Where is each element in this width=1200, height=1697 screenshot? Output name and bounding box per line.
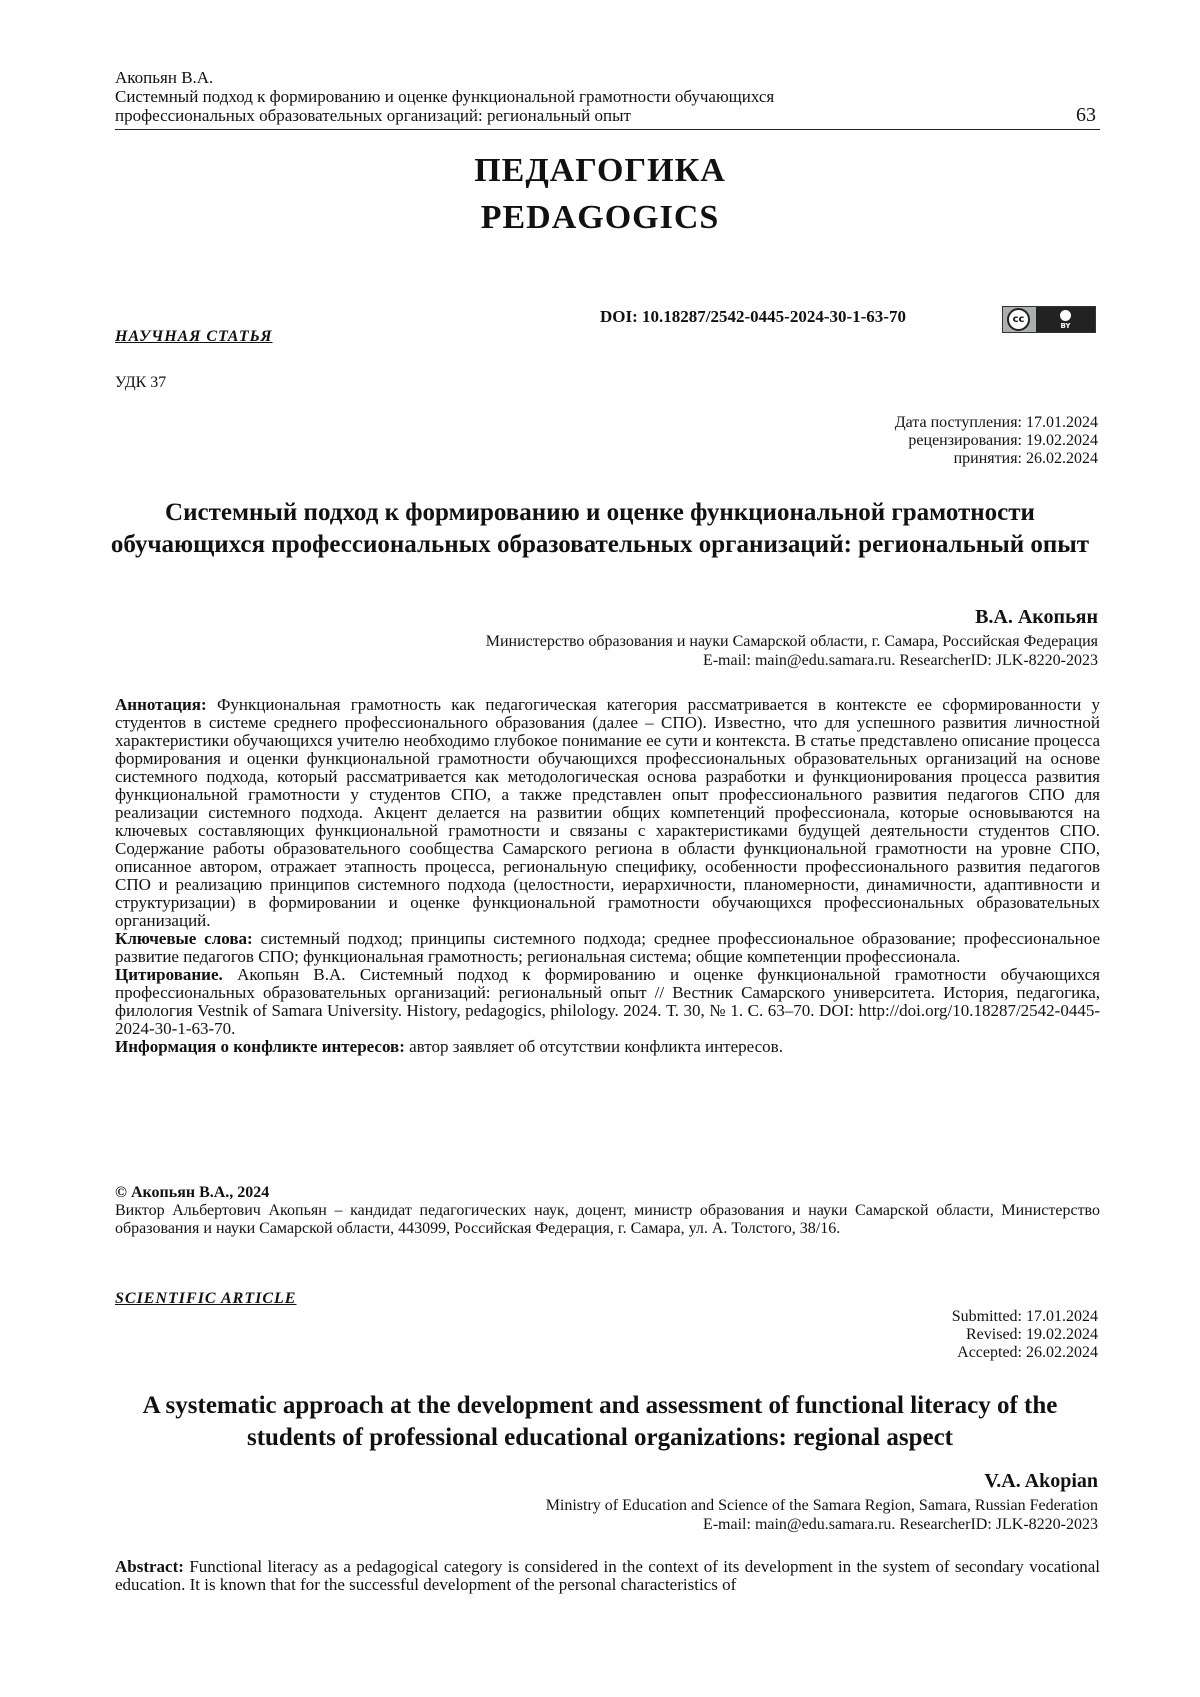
abstract-label-en: Abstract: [115,1557,184,1576]
abstract-en [115,1558,1100,1594]
copyright-block [115,1184,1100,1238]
affiliation-en-org: Ministry of Education and Science of the Samara Region, Samara, Russian Federation [545,1497,1098,1514]
abstract-ru [115,696,1100,930]
affiliation-ru-org: Министерство образования и науки Самарской области, г. Самара, Российская Федерация [485,633,1098,650]
abstract-block-en [115,1558,1100,1594]
header-rule [115,129,1100,130]
abstract-block-ru [115,696,1100,1056]
article-type-en: SCIENTIFIC ARTICLE [115,1290,297,1307]
conflict-ru [115,1038,1100,1056]
date-submitted: Submitted: 17.01.2024 [951,1308,1098,1325]
dates-ru [895,414,1098,468]
conflict-label-ru: Информация о конфликте интересов: [115,1037,405,1056]
citation-label-ru: Цитирование. [115,965,223,984]
author-ru: В.А. Акопьян [975,606,1098,628]
article-title-ru: Системный подход к формированию и оценке функциональной грамотности обучающихся профессиональных образовательных организаций: региональный опыт [110,499,1090,558]
date-accepted-en: Accepted: 26.02.2024 [957,1344,1098,1361]
udk: УДК 37 [115,374,167,391]
citation-ru [115,966,1100,1038]
copyright: © Акопьян В.А., 2024 [115,1184,270,1201]
section-title-ru: ПЕДАГОГИКА [474,152,726,189]
dates-en [952,1308,1098,1362]
header-title-line-1: Системный подход к формированию и оценке функциональной грамотности обучающихся [115,87,775,106]
doi: DOI: 10.18287/2542-0445-2024-30-1-63-70 [600,307,906,326]
affiliation-ru [486,632,1098,670]
cc-icon: cc [1007,308,1030,331]
contact-ru: E-mail: main@edu.samara.ru. ResearcherID: JLK-8220-2023 [702,652,1098,669]
citation-text-ru: Акопьян В.А. Системный подход к формированию и оценке функциональной грамотности обучающихся профессиональных образовательных организаций: региональный опыт // Вестник Самарского университета. История, педагогика, филология Vestnik of Samara University. History, pedagogics, philology. 2024. Т. 30, № 1. С. 63–70. DOI: http://doi.org/10.18287/2542-0445-2024-30-1-63-70. [115,965,1101,1038]
article-title-en: A systematic approach at the development and assessment of functional literacy of the students of professional educational organizations: regional aspect [142,1392,1058,1451]
date-reviewed: рецензирования: 19.02.2024 [908,432,1098,449]
section-title-en: PEDAGOGICS [480,199,720,236]
header-title-line-2: профессиональных образовательных организаций: региональный опыт [115,106,631,125]
abstract-text-ru: Функциональная грамотность как педагогическая категория рассматривается в контексте ее сформированности у студентов в системе среднего профессионального образования (далее – СПО). Известно, что для успешного развития личностной характеристики обучающихся учителю необходимо глубокое понимание ее сути и контекста. В статье представлено описание процесса формирования и оценки функциональной грамотности обучающихся профессиональных образовательных организаций на основе системного подхода, который рассматривается как методологическая основа разработки и функционирования процесса развития функциональной грамотности у студентов СПО, а также представлен опыт профессионального развития педагогов СПО для реализации системного подхода. Акцент делается на развитии общих компетенций профессионала, которые основываются на ключевых составляющих функциональной грамотности и связаны с характеристиками будущей деятельности студентов СПО. Содержание работы образовательного сообщества Самарского региона в области функциональной грамотности на уровне СПО, описанное автором, отражает этапность процесса, региональную специфику, особенности профессионального развития педагогов СПО и реализацию принципов системного подхода (целостности, иерархичности, планомерности, динамичности, адаптивности и структуризации) в формировании и оценке функциональной грамотности обучающихся профессиональных образовательных организаций. [115,695,1100,930]
article-type-ru: НАУЧНАЯ СТАТЬЯ [115,328,273,345]
date-accepted: принятия: 26.02.2024 [953,450,1098,467]
date-revised: Revised: 19.02.2024 [966,1326,1098,1343]
conflict-text-ru: автор заявляет об отсутствии конфликта интересов. [409,1037,783,1056]
cc-by-license-badge [1002,306,1096,333]
header-author: Акопьян В.А. [115,68,214,87]
date-received: Дата поступления: 17.01.2024 [894,414,1098,431]
keywords-text-ru: системный подход; принципы системного подхода; среднее профессиональное образование; профессиональное развитие педагогов СПО; функциональная грамотность; региональная система; общие компетенции профессионала. [115,929,1101,966]
affiliation-en [546,1496,1098,1534]
running-header [115,68,1100,125]
contact-en: E-mail: main@edu.samara.ru. ResearcherID: JLK-8220-2023 [702,1516,1098,1533]
by-icon [1036,307,1095,332]
abstract-text-en: Functional literacy as a pedagogical category is considered in the context of its development in the system of secondary vocational education. It is known that for the successful development of the personal characteristics of [115,1557,1101,1594]
page-number: 63 [1076,104,1096,126]
person-icon [1060,310,1071,321]
author-info: Виктор Альбертович Акопьян – кандидат педагогических наук, доцент, министр образования и науки Самарской области, Министерство образования и науки Самарской области, 443099, Российская Федерация, г. Самара, ул. А. Толстого, 38/16. [115,1202,1100,1237]
keywords-ru [115,930,1100,966]
author-en: V.A. Akopian [984,1470,1098,1492]
keywords-label-ru: Ключевые слова: [115,929,253,948]
by-label: BY [1060,321,1071,330]
abstract-label-ru: Аннотация: [115,695,207,714]
